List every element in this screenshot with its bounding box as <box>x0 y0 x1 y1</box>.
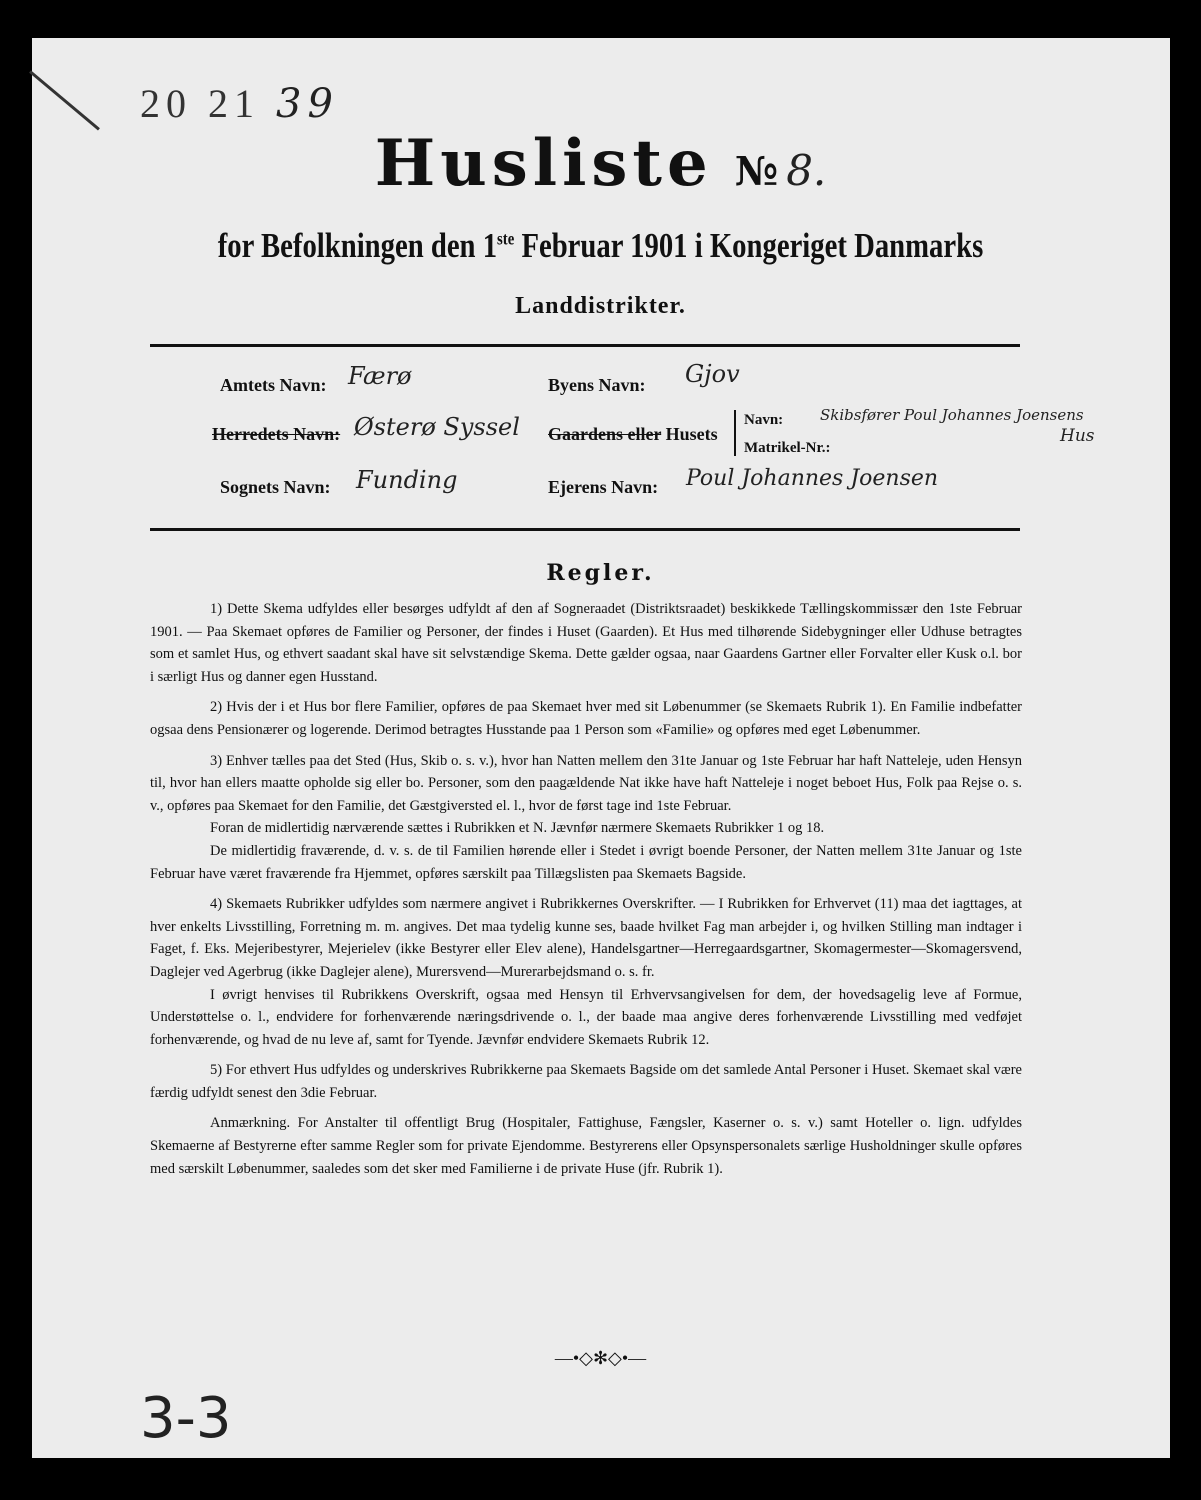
ejer-label: Ejerens Navn: <box>548 477 659 497</box>
navn-value: Skibsfører Poul Johannes Joensens <box>820 406 1084 424</box>
navn-value-2: Hus <box>1060 426 1095 446</box>
rule-2: 2) Hvis der i et Hus bor flere Familier, opføres de paa Skemaet hver med sit Løbenummer (se Skemaets Rubrik 1). En Familie indbefatter ogsaa dens Pensionærer og logerende. Derimod betragtes Husstande paa 1 Person som «Familie» og opføres med eget Løbenummer. <box>150 699 1022 738</box>
sogn-label: Sognets Navn: <box>220 477 331 497</box>
ornament: —•◇✻◇•— <box>554 1348 647 1368</box>
rule-4: 4) Skemaets Rubrikker udfyldes som nærmere angivet i Rubrikkernes Overskrifter. — I Rubrikken for Erhvervet (11) maa det iagttages, at hver enkelts Livsstilling, Forretning m. m. angives. Det maa tydelig kunne ses, baade hvilket Fag man arbejder i, og hvilken Stilling man indtager i Faget, f. Eks. Mejeribestyrer, Mejerielev (ikke Bestyrer eller Elev alene), Handelsgartner—Herregaardsgartner, Skomagermester—Skomagersvend, Daglejer ved Agerbrug (ikke Daglejer alene), Murersvend—Murerarbejdsmand o. s. fr. <box>150 896 1022 980</box>
by-value: Gjov <box>685 360 740 388</box>
navn-label: Navn: <box>744 412 784 428</box>
rule-1: 1) Dette Skema udfyldes eller besørges udfyldt af den af Sogneraadet (Distriktsraadet) beskikkede Tællingskommissær den 1ste Februar 1901. — Paa Skemaet opføres de Familier og Personer, der findes i Huset (Gaarden). Et Hus med tilhørende Sidebygninger eller Udhuse betragtes som et samlet Hus, og ethvert saadant skal have sit selvstændige Skema. Dette gælder ogsaa, naar Gaardens Gartner eller Forvalter eller Kusk o.l. bor i særligt Hus og danner egen Husstand. <box>150 601 1022 685</box>
rule-3-note-b: De midlertidig fraværende, d. v. s. de til Familien hørende eller i Stedet i øvrigt boende Personer, der Natten mellem 31te Januar og 1ste Februar have været fraværende fra Hjemmet, opføres særskilt paa Tillægslisten paa Skemaets Bagside. <box>150 842 1022 882</box>
bottom-handwritten-number: 3-3 <box>140 1386 232 1451</box>
ejer-value: Poul Johannes Joensen <box>686 466 939 491</box>
rule-4-note: I øvrigt henvises til Rubrikkens Overskrift, ogsaa med Hensyn til Erhvervsangivelsen for dem, der hovedsagelig leve af Formue, Understøttelse o. l., endvidere for forhenværende næringsdrivende o. l., der baade maa angive deres forhenværende Livsstilling med vedføjet forhenværende, og hvad de nu leve af, samt for Tyende. Jævnfør endvidere Skemaets Rubrik 12. <box>150 986 1022 1048</box>
middle-rule <box>150 528 1020 531</box>
subtitle <box>108 226 1093 266</box>
corner-marks <box>140 80 339 127</box>
gaard-label <box>548 424 718 445</box>
rule-3: 3) Enhver tælles paa det Sted (Hus, Skib o. s. v.), hvor han Natten mellem den 31te Januar og 1ste Februar har haft Natteleje, uden Hensyn til, hvor han ellers maatte opholde sig eller bo. Personer, som den paagældende Nat ikke have haft Natteleje i noget beboet Hus, Folk paa Rejse o. s. v., opføres paa Skemaet for den Familie, det Gæstgiversted el. l., hvor de først tage ind 1ste Februar. <box>150 752 1022 814</box>
subtitle-pre: for Befolkningen den 1 <box>217 226 498 265</box>
matrikel-label: Matrikel-Nr.: <box>744 440 831 456</box>
rules-text <box>150 598 1022 1188</box>
corner-marks-print: 20 21 <box>140 81 260 126</box>
page-title <box>0 126 1201 201</box>
rule-5: 5) For ethvert Hus udfyldes og underskrives Rubrikkerne paa Skemaets Bagside om det samlede Antal Personer i Huset. Skemaet skal være færdig udfyldt senest den 3die Februar. <box>150 1062 1022 1101</box>
title-main: Husliste <box>374 126 713 201</box>
by-label: Byens Navn: <box>548 375 646 395</box>
sogn-value: Funding <box>356 466 458 494</box>
subtitle-post: Februar 1901 i Kongeriget Danmarks <box>514 226 984 265</box>
gaard-label-struck: Gaardens eller <box>548 424 662 444</box>
herred-value: Østerø Syssel <box>354 413 520 441</box>
corner-marks-hand: 39 <box>276 81 339 127</box>
gaard-label-husets: Husets <box>665 424 718 444</box>
subtitle-sup: ste <box>497 228 515 249</box>
remark: Anmærkning. For Anstalter til offentligt Brug (Hospitaler, Fattighuse, Fængsler, Kaserner o. s. v.) samt Hoteller o. lign. udfyldes Skemaerne af Bestyrerne efter samme Regler som for private Ejendomme. Bestyrerens eller Opsynspersonalets særlige Husholdninger skulle opføres med særskilt Løbenummer, saaledes som det sker med Familierne i de private Huse (jfr. Rubrik 1). <box>150 1115 1022 1177</box>
top-rule <box>150 344 1020 347</box>
amt-value: Færø <box>348 362 412 390</box>
district-heading: Landdistrikter. <box>515 293 686 319</box>
herred-label: Herredets Navn: <box>212 424 341 444</box>
rule-3-note-a: Foran de midlertidig nærværende sættes i Rubrikken et N. Jævnfør nærmere Skemaets Rubrikker 1 og 18. <box>210 820 825 837</box>
rules-title: Regler. <box>546 560 655 586</box>
brace-line <box>734 410 736 456</box>
amt-label: Amtets Navn: <box>220 375 327 395</box>
number-value: 8. <box>786 146 827 195</box>
number-label: № <box>734 148 779 195</box>
